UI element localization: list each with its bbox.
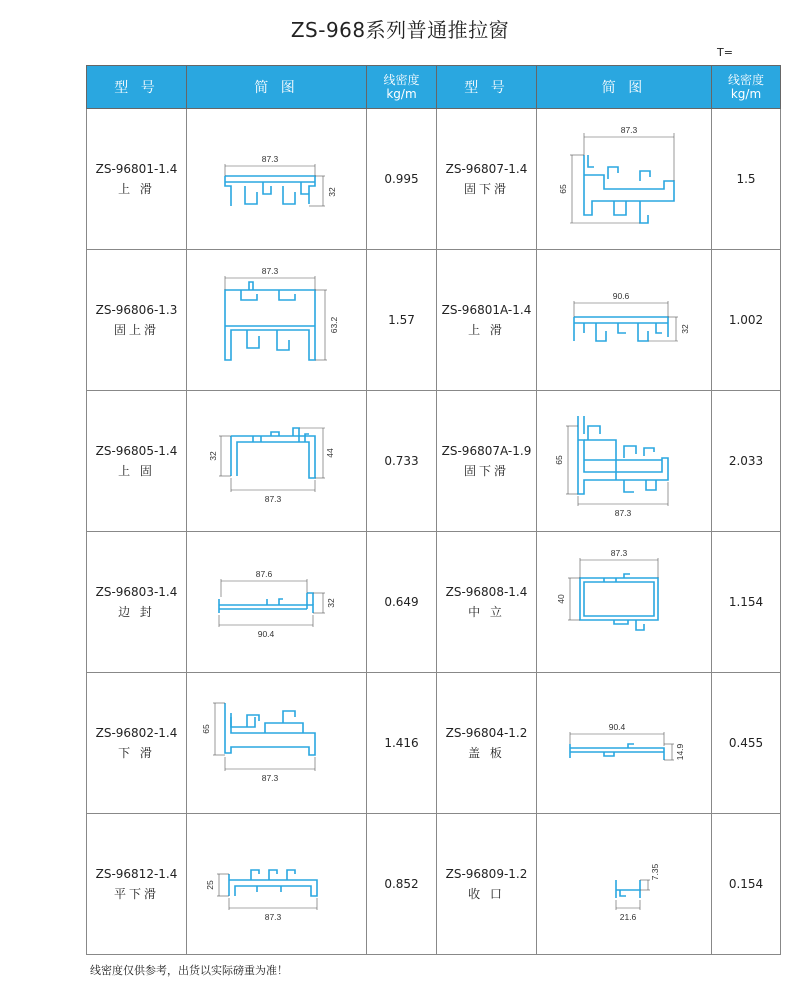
weight-cell: 2.033: [712, 391, 781, 532]
dimension-label: 87.3: [261, 266, 278, 276]
profile-drawing: [187, 109, 367, 250]
model-name: 中 立: [468, 605, 505, 619]
profile-drawing: [187, 814, 367, 955]
header-density: [712, 66, 781, 109]
model-name: 固下滑: [463, 464, 509, 478]
weight-cell: 0.733: [367, 391, 437, 532]
profile-drawing-96807a: [544, 396, 704, 526]
dimension-label: 32: [680, 324, 690, 334]
model-code: ZS-96801A-1.4: [441, 303, 532, 317]
model-cell: [437, 532, 537, 673]
model-cell: [87, 109, 187, 250]
header-density-label: 线密度: [383, 73, 420, 87]
model-code: ZS-96802-1.4: [95, 726, 178, 740]
dimension-label: 87.6: [255, 569, 272, 579]
weight-cell: 0.852: [367, 814, 437, 955]
header-density: [367, 66, 437, 109]
table-row: [87, 532, 781, 673]
weight-cell: 0.649: [367, 532, 437, 673]
model-name: 上 滑: [468, 323, 505, 337]
dimension-label: 87.3: [264, 494, 281, 504]
dimension-label: 63.2: [328, 316, 339, 334]
model-cell: [437, 391, 537, 532]
model-cell: [87, 673, 187, 814]
dimension-label: 65: [554, 455, 564, 465]
profile-drawing: [537, 814, 712, 955]
profile-drawing-96801: [197, 134, 357, 224]
model-code: ZS-96806-1.3: [95, 303, 178, 317]
dimension-label: 65: [200, 724, 211, 734]
weight-cell: 0.154: [712, 814, 781, 955]
model-name: 上 固: [118, 464, 155, 478]
profile-drawing-96805: [197, 406, 357, 516]
header-drawing: 简 图: [537, 66, 712, 109]
weight-cell: 1.57: [367, 250, 437, 391]
profile-drawing-96802: [197, 683, 357, 803]
model-cell: [87, 532, 187, 673]
model-cell: [87, 250, 187, 391]
model-cell: [437, 814, 537, 955]
dimension-label: 87.3: [261, 773, 278, 783]
header-drawing: 简 图: [187, 66, 367, 109]
table-row: [87, 814, 781, 955]
model-code: ZS-96808-1.4: [445, 585, 528, 599]
table-row: [87, 250, 781, 391]
model-name: 平下滑: [113, 887, 159, 901]
profile-drawing: [537, 250, 712, 391]
profile-drawing: [187, 673, 367, 814]
profile-drawing: [537, 391, 712, 532]
dimension-label: 21.6: [619, 912, 637, 922]
profile-drawing-96803: [197, 547, 357, 657]
model-code: ZS-96805-1.4: [95, 444, 178, 458]
profile-drawing-96808: [544, 542, 704, 662]
dimension-label: 87.3: [610, 548, 628, 558]
footer-note: 线密度仅供参考，出货以实际磅重为准！: [90, 964, 288, 977]
dimension-label: 87.3: [261, 154, 278, 164]
profile-spec-table: [86, 65, 781, 955]
weight-cell: 1.002: [712, 250, 781, 391]
profile-drawing: [537, 532, 712, 673]
profile-drawing-96801a: [544, 275, 704, 365]
model-cell: [87, 814, 187, 955]
dimension-label: 32: [207, 451, 218, 461]
table-header-row: [87, 66, 781, 109]
model-cell: [437, 109, 537, 250]
dimension-label: 87.3: [614, 508, 632, 518]
model-name: 上 滑: [118, 182, 155, 196]
profile-drawing: [187, 532, 367, 673]
weight-cell: 1.154: [712, 532, 781, 673]
model-code: ZS-96803-1.4: [95, 585, 178, 599]
model-name: 收 口: [468, 887, 505, 901]
profile-drawing-96807: [544, 119, 704, 239]
profile-drawing: [187, 391, 367, 532]
weight-cell: 0.455: [712, 673, 781, 814]
model-code: ZS-96809-1.2: [445, 867, 528, 881]
dimension-label: 44: [324, 448, 335, 458]
profile-drawing-96812: [197, 834, 357, 934]
profile-drawing-96806: [197, 260, 357, 380]
model-code: ZS-96801-1.4: [95, 162, 178, 176]
dimension-label: 14.9: [675, 743, 685, 761]
dimension-label: 32: [326, 187, 337, 197]
model-code: ZS-96807-1.4: [445, 162, 528, 176]
weight-cell: 1.5: [712, 109, 781, 250]
profile-drawing: [537, 673, 712, 814]
model-name: 下 滑: [118, 746, 155, 760]
dimension-label: 90.6: [612, 291, 630, 301]
page-title: ZS-968系列普通推拉窗: [290, 18, 510, 42]
model-code: ZS-96807A-1.9: [441, 444, 532, 458]
dimension-label: 7.35: [650, 863, 660, 881]
dimension-label: 90.4: [608, 722, 626, 732]
model-name: 固上滑: [113, 323, 159, 337]
weight-cell: 0.995: [367, 109, 437, 250]
profile-drawing-96809: [544, 834, 704, 934]
model-name: 边 封: [118, 605, 155, 619]
profile-drawing: [537, 109, 712, 250]
dimension-label: 25: [204, 880, 215, 890]
table-row: [87, 109, 781, 250]
model-code: ZS-96804-1.2: [445, 726, 528, 740]
t-mark: T=: [717, 46, 733, 59]
profile-drawing: [187, 250, 367, 391]
dimension-label: 32: [325, 598, 336, 608]
dimension-label: 65: [558, 184, 568, 194]
model-cell: [437, 250, 537, 391]
profile-drawing-96804: [544, 698, 704, 788]
table-row: [87, 391, 781, 532]
model-name: 盖 板: [468, 746, 505, 760]
header-model: 型 号: [437, 66, 537, 109]
model-name: 固下滑: [463, 182, 509, 196]
model-code: ZS-96812-1.4: [95, 867, 178, 881]
dimension-label: 87.3: [264, 912, 281, 922]
dimension-label: 87.3: [620, 125, 638, 135]
table-row: [87, 673, 781, 814]
weight-cell: 1.416: [367, 673, 437, 814]
header-model: 型 号: [87, 66, 187, 109]
header-density-label: 线密度: [727, 73, 764, 87]
header-density-unit: kg/m: [730, 87, 762, 101]
model-cell: [437, 673, 537, 814]
dimension-label: 40: [556, 594, 566, 604]
model-cell: [87, 391, 187, 532]
header-density-unit: kg/m: [386, 87, 417, 101]
dimension-label: 90.4: [257, 629, 274, 639]
